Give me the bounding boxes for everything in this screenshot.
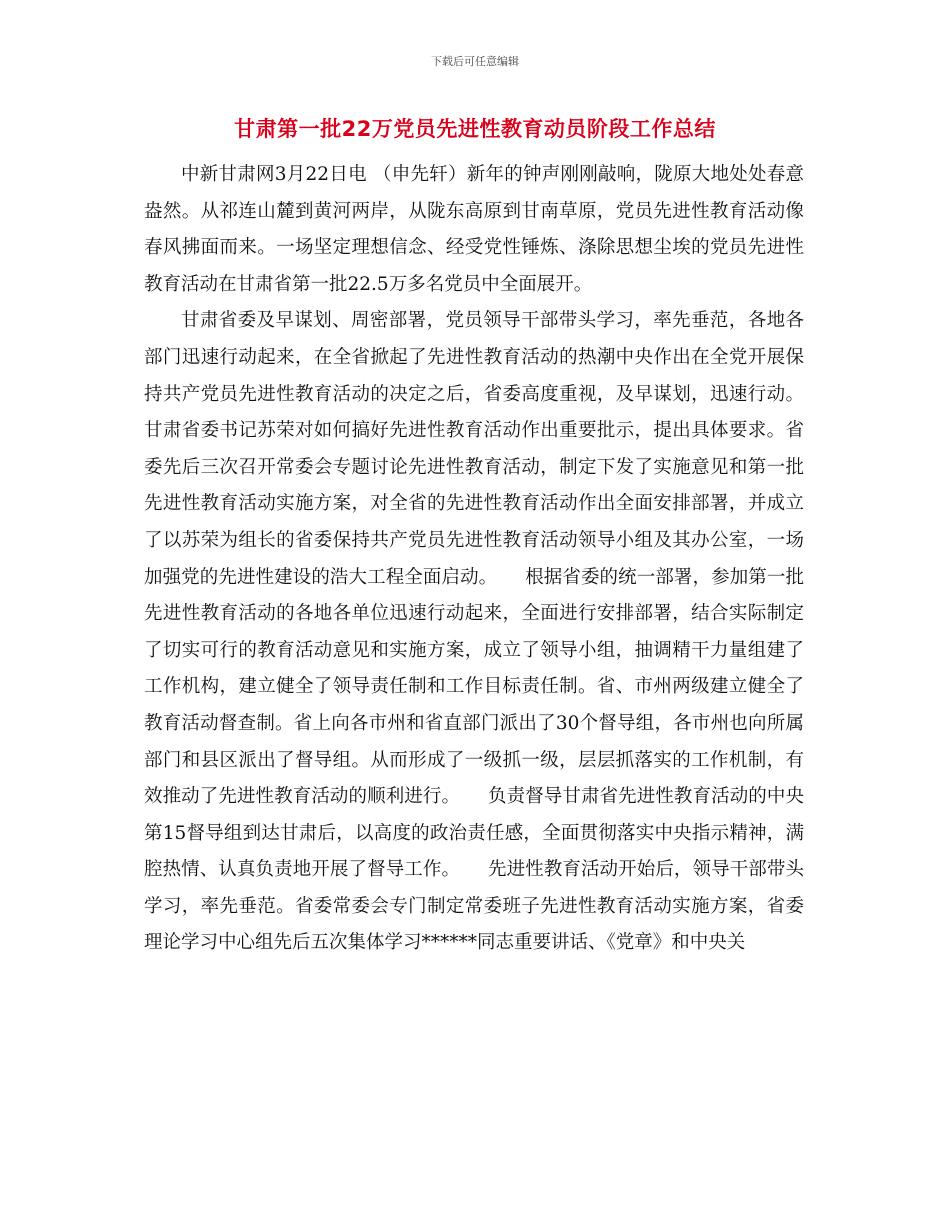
paragraph-2: 甘肃省委及早谋划、周密部署，党员领导干部带头学习，率先垂范，各地各部门迅速行动起来，在全省掀起了先进性教育活动的热潮中央作出在全党开展保持共产党员先进性教育活动的决定之后，省委高度重视，及早谋划，迅速行动。甘肃省委书记苏荣对如何搞好先进性教育活动作出重要批示，提出具体要求。省委先后三次召开常委会专题讨论先进性教育活动，制定下发了实施意见和第一批先进性教育活动实施方案，对全省的先进性教育活动作出全面安排部署，并成立了以苏荣为组长的省委保持共产党员先进性教育活动领导小组及其办公室，一场加强党的先进性建设的浩大工程全面启动。 根据省委的统一部署，参加第一批先进性教育活动的各地各单位迅速行动起来，全面进行安排部署，结合实际制定了切实可行的教育活动意见和实施方案，成立了领导小组，抽调精干力量组建了工作机构，建立健全了领导责任制和工作目标责任制。省、市州两级建立健全了教育活动督查制。省上向各市州和省直部门派出了30个督导组，各市州也向所属部门和县区派出了督导组。从而形成了一级抓一级，层层抓落实的工作机制，有效推动了先进性教育活动的顺利进行。 负责督导甘肃省先进性教育活动的中央第15督导组到达甘肃后，以高度的政治责任感，全面贯彻落实中央指示精神，满腔热情、认真负责地开展了督导工作。 先进性教育活动开始后，领导干部带头学习，率先垂范。省委常委会专门制定常委班子先进性教育活动实施方案，省委理论学习中心组先后五次集体学习******同志重要讲话、《党章》和中央关 (144, 310, 804, 954)
header-note: 下载后可任意编辑 (431, 55, 519, 68)
paragraph-1: 中新甘肃网3月22日电 （申先轩）新年的钟声刚刚敲响，陇原大地处处春意盎然。从祁连山麓到黄河两岸，从陇东高原到甘南草原，党员先进性教育活动像春风拂面而来。一场坚定理想信念、经受党性锤炼、涤除思想尘埃的党员先进性教育活动在甘肃省第一批22.5万多名党员中全面展开。 (144, 164, 804, 295)
document-body (144, 157, 804, 962)
document-title: 甘肃第一批22万党员先进性教育动员阶段工作总结 (234, 117, 716, 141)
